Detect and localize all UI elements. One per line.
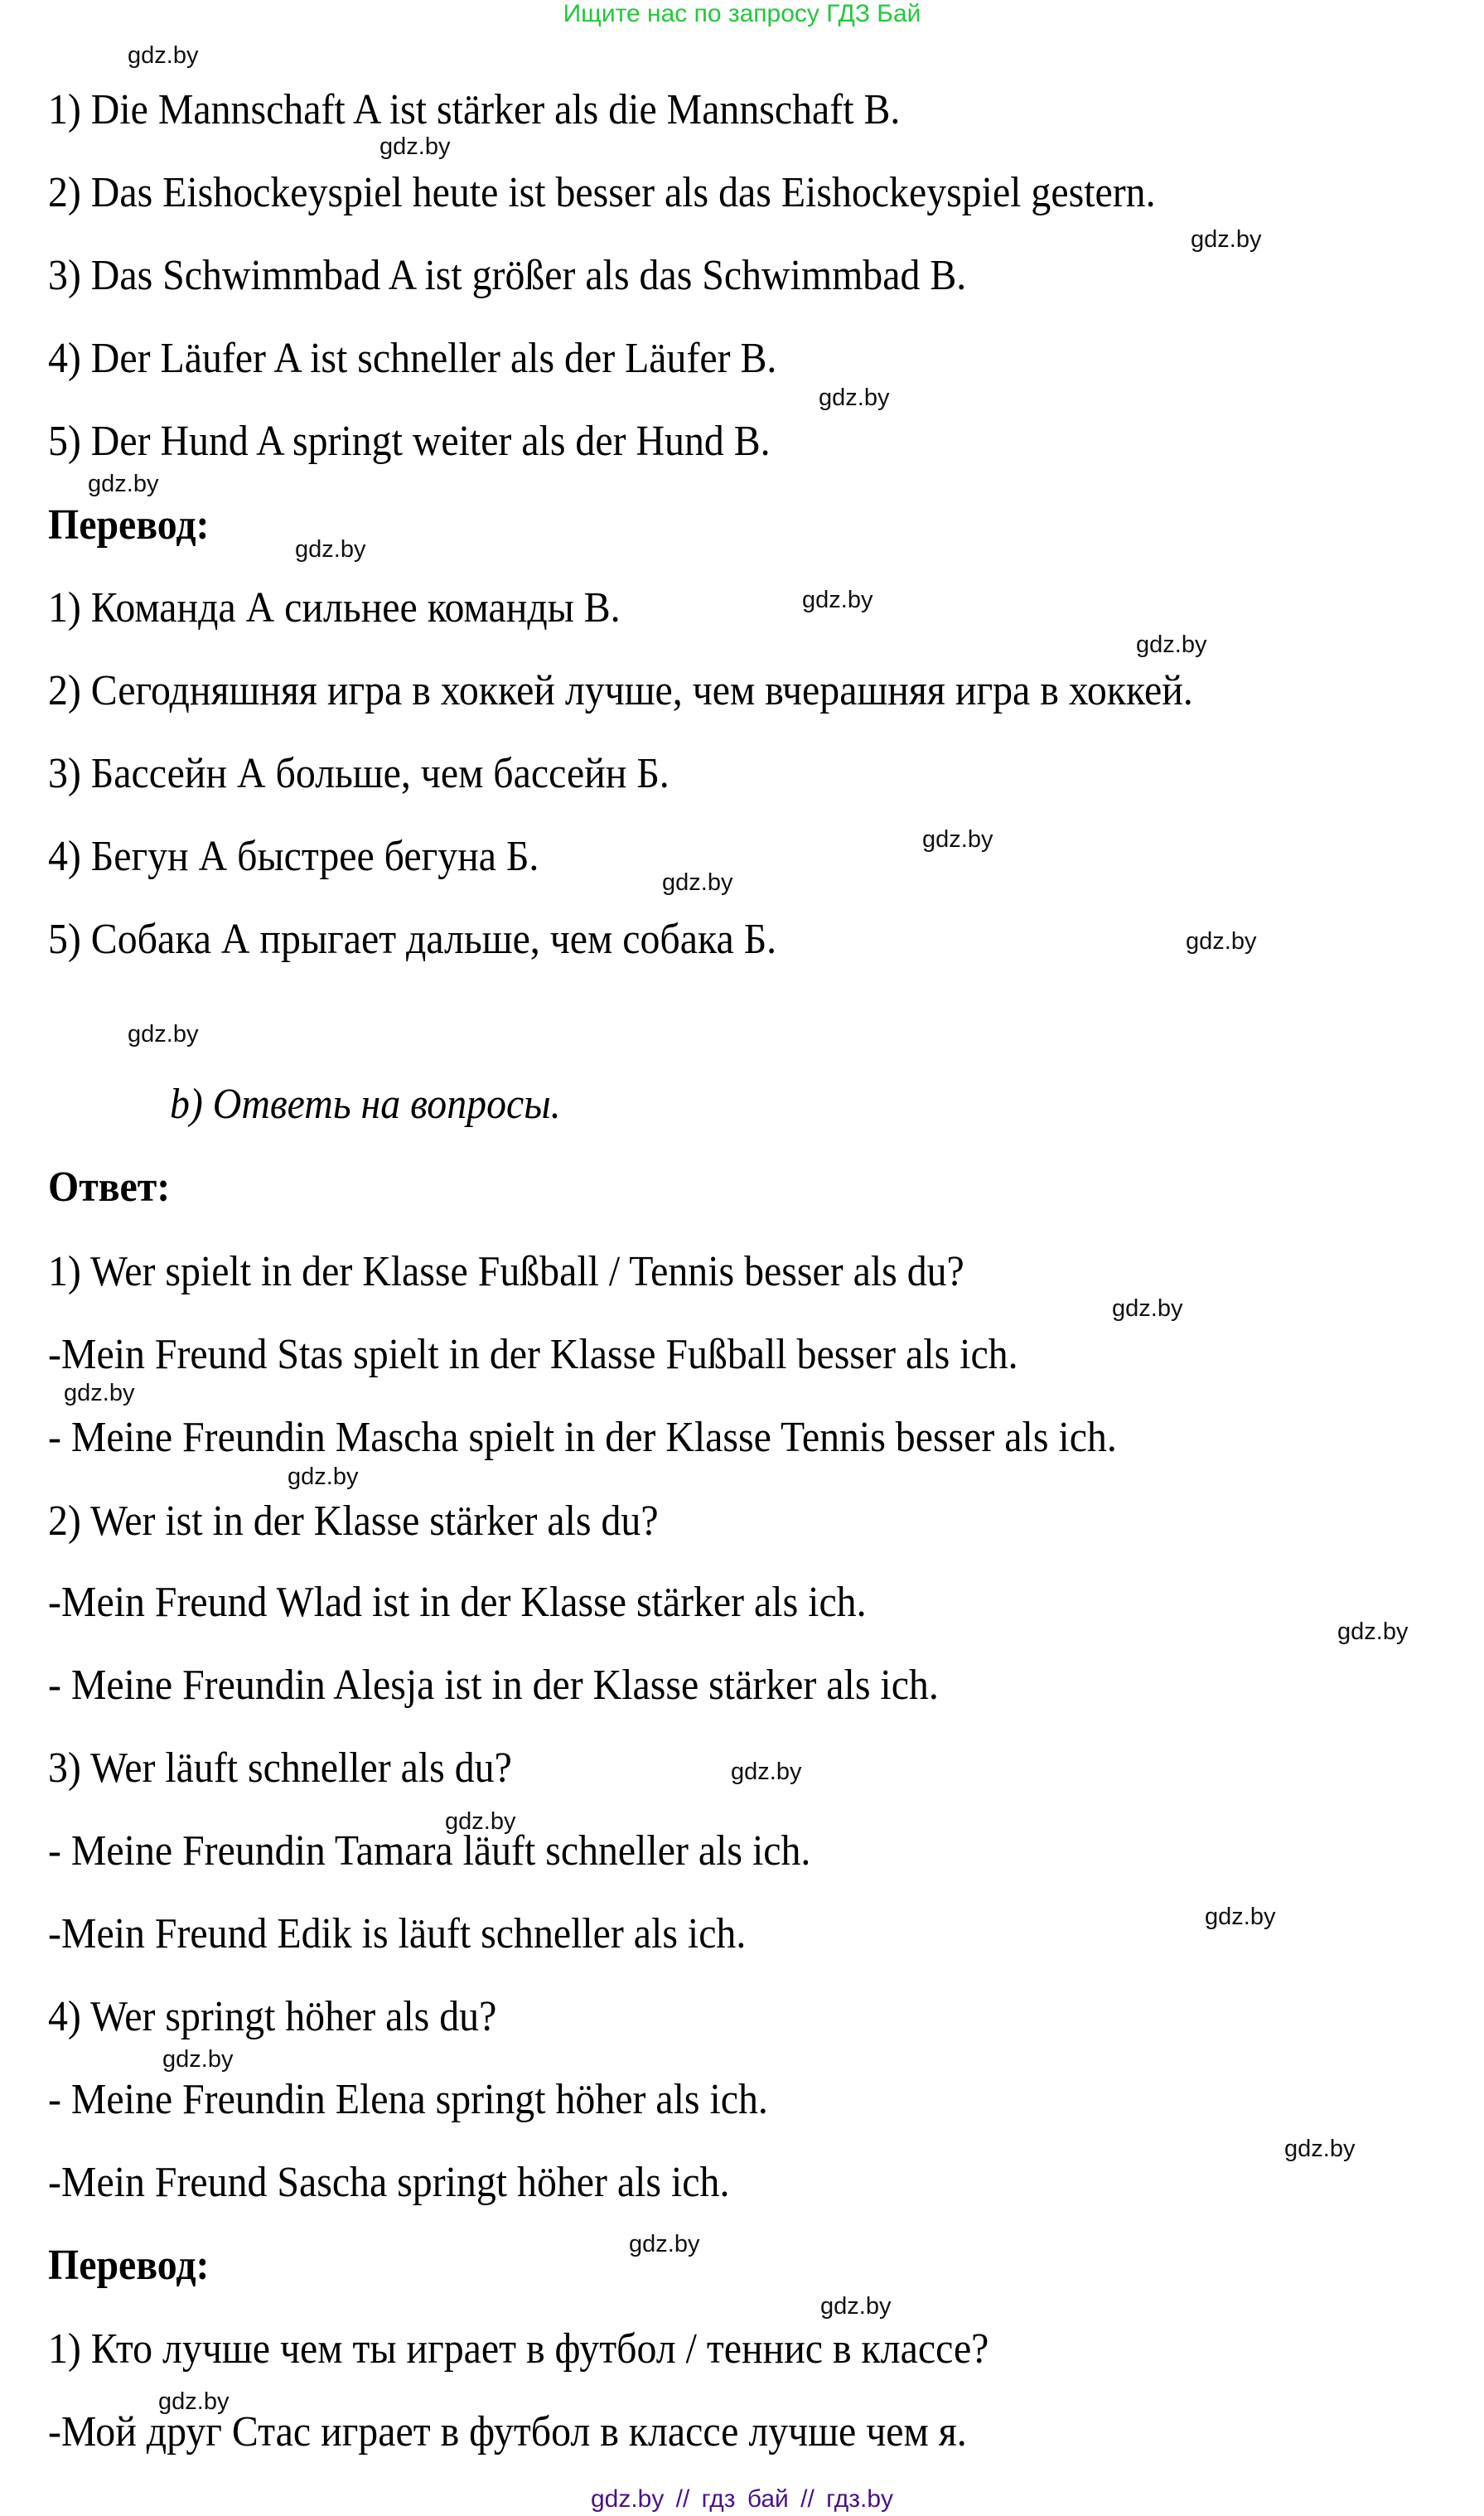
watermark: gdz.by bbox=[819, 385, 890, 411]
answer-heading: Ответ: bbox=[48, 1164, 171, 1211]
question-3: 3) Wer läuft schneller als du? bbox=[48, 1744, 512, 1792]
watermark: gdz.by bbox=[158, 2388, 230, 2415]
watermark: gdz.by bbox=[162, 2046, 234, 2073]
answer-line: - Meine Freundin Alesja ist in der Klasse stärker als ich. bbox=[48, 1662, 939, 1709]
question-2: 2) Wer ist in der Klasse stärker als du? bbox=[48, 1498, 659, 1545]
translation-question-1: 1) Кто лучше чем ты играет в футбол / теннис в классе? bbox=[48, 2325, 989, 2373]
question-4: 4) Wer springt höher als du? bbox=[48, 1993, 497, 2040]
translation-sentence-4: 4) Бегун А быстрее бегуна Б. bbox=[48, 833, 539, 880]
translation-answer-1: -Мой друг Стас играет в футбол в классе лучше чем я. bbox=[48, 2408, 967, 2456]
watermark: gdz.by bbox=[731, 1759, 802, 1785]
watermark: gdz.by bbox=[1136, 631, 1207, 658]
watermark: gdz.by bbox=[64, 1380, 135, 1406]
watermark: gdz.by bbox=[1191, 226, 1262, 253]
watermark: gdz.by bbox=[295, 536, 366, 563]
watermark: gdz.by bbox=[445, 1808, 516, 1835]
translation-heading: Перевод: bbox=[48, 501, 210, 549]
watermark: gdz.by bbox=[379, 133, 451, 160]
search-hint-banner: Ищите нас по запросу ГДЗ Бай bbox=[563, 0, 921, 27]
watermark: gdz.by bbox=[820, 2293, 892, 2320]
watermark: gdz.by bbox=[288, 1464, 359, 1490]
watermark: gdz.by bbox=[128, 42, 199, 69]
watermark: gdz.by bbox=[1186, 928, 1257, 955]
watermark: gdz.by bbox=[1112, 1295, 1183, 1322]
answer-line: - Meine Freundin Mascha spielt in der Klasse Tennis besser als ich. bbox=[48, 1414, 1117, 1461]
translation-sentence-3: 3) Бассейн А больше, чем бассейн Б. bbox=[48, 750, 669, 797]
translation-sentence-2: 2) Сегодняшняя игра в хоккей лучше, чем вчерашняя игра в хоккей. bbox=[48, 667, 1193, 714]
watermark: gdz.by bbox=[1205, 1904, 1276, 1930]
answer-line: -Mein Freund Stas spielt in der Klasse Fußball besser als ich. bbox=[48, 1331, 1018, 1378]
german-sentence-1: 1) Die Mannschaft A ist stärker als die Mannschaft B. bbox=[48, 86, 901, 133]
watermark: gdz.by bbox=[629, 2231, 700, 2257]
german-sentence-4: 4) Der Läufer A ist schneller als der Läufer B. bbox=[48, 335, 777, 382]
answer-line: -Mein Freund Wlad ist in der Klasse stärker als ich. bbox=[48, 1579, 867, 1626]
answer-line: - Meine Freundin Elena springt höher als ich. bbox=[48, 2076, 768, 2123]
german-sentence-2: 2) Das Eishockeyspiel heute ist besser als das Eishockeyspiel gestern. bbox=[48, 169, 1156, 216]
watermark: gdz.by bbox=[1284, 2136, 1356, 2162]
answer-line: - Meine Freundin Tamara läuft schneller als ich. bbox=[48, 1827, 811, 1875]
watermark: gdz.by bbox=[128, 1021, 199, 1048]
translation-sentence-1: 1) Команда А сильнее команды В. bbox=[48, 584, 621, 631]
watermark: gdz.by bbox=[1337, 1618, 1409, 1645]
german-sentence-3: 3) Das Schwimmbad A ist größer als das Schwimmbad B. bbox=[48, 252, 967, 299]
translation-sentence-5: 5) Собака А прыгает дальше, чем собака Б. bbox=[48, 916, 777, 963]
translation-heading-b: Перевод: bbox=[48, 2242, 210, 2289]
watermark: gdz.by bbox=[88, 471, 159, 497]
answer-line: -Mein Freund Edik is läuft schneller als ich. bbox=[48, 1910, 747, 1957]
watermark: gdz.by bbox=[802, 587, 873, 613]
watermark: gdz.by bbox=[662, 869, 733, 896]
answer-line: -Mein Freund Sascha springt höher als ich. bbox=[48, 2159, 730, 2206]
watermark: gdz.by bbox=[922, 826, 993, 853]
footer-links: gdz.by // гдз бай // гдз.by bbox=[590, 2485, 894, 2513]
question-1: 1) Wer spielt in der Klasse Fußball / Tennis besser als du? bbox=[48, 1248, 964, 1295]
german-sentence-5: 5) Der Hund A springt weiter als der Hund B. bbox=[48, 418, 771, 465]
task-heading: b) Ответь на вопросы. bbox=[170, 1081, 561, 1128]
